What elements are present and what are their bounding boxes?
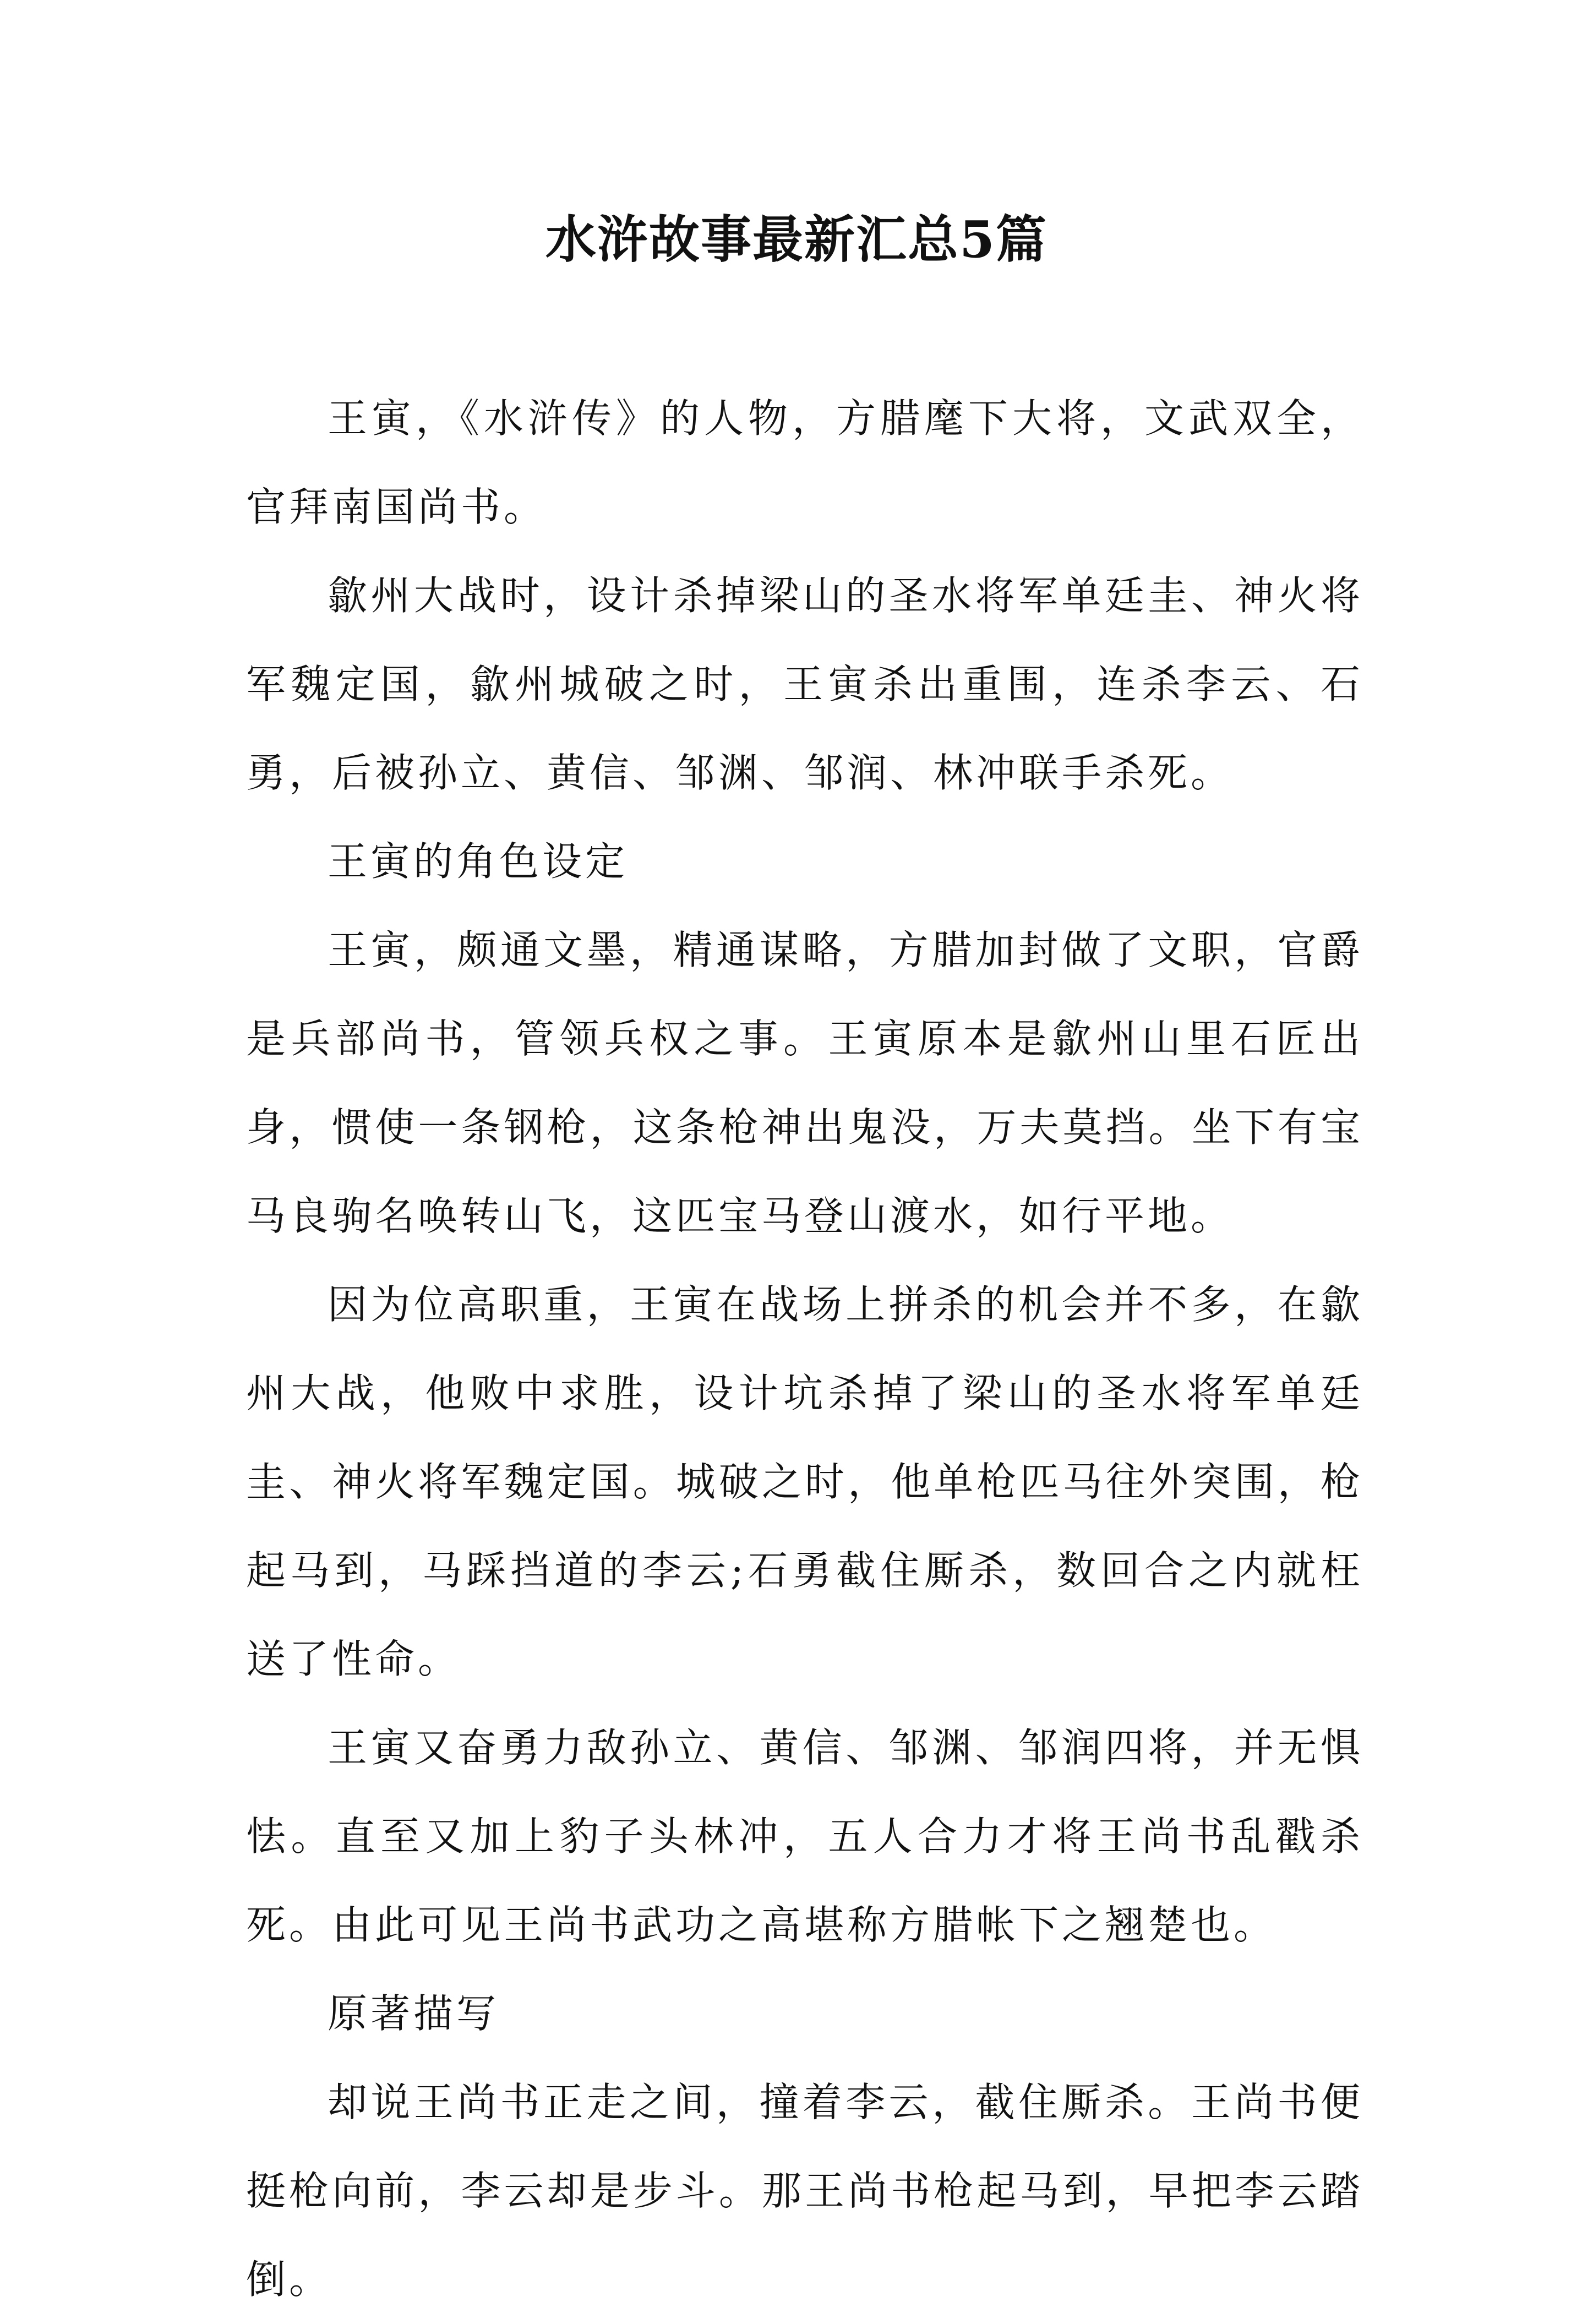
paragraph-role: 王寅，颇通文墨，精通谋略，方腊加封做了文职，官爵是兵部尚书，管领兵权之事。王寅原本是歙州山里石匠出身，惯使一条钢枪，这条枪神出鬼没，万夫莫挡。坐下有宝马良驹名唤转山飞，这匹宝马登山渡水，如行平地。 <box>246 927 1363 1239</box>
paragraph-intro: 王寅，《水浒传》的人物，方腊麾下大将，文武双全，官拜南国尚书。 <box>246 395 1363 530</box>
document-body <box>246 374 1363 2324</box>
paragraph-battle: 歙州大战时，设计杀掉梁山的圣水将军单廷圭、神火将军魏定国，歙州城破之时，王寅杀出重围，连杀李云、石勇，后被孙立、黄信、邹渊、邹润、林冲联手杀死。 <box>246 572 1363 796</box>
section-heading-role: 王寅的角色设定 <box>328 838 629 885</box>
paragraph-rank: 因为位高职重，王寅在战场上拼杀的机会并不多，在歙州大战，他败中求胜，设计坑杀掉了梁山的圣水将军单廷圭、神火将军魏定国。城破之时，他单枪匹马往外突围，枪起马到，马踩挡道的李云;石勇截住厮杀，数回合之内就枉送了性命。 <box>246 1281 1363 1682</box>
paragraph-last-stand: 王寅又奋勇力敌孙立、黄信、邹渊、邹润四将，并无惧怯。直至又加上豹子头林冲，五人合力才将王尚书乱戳杀死。由此可见王尚书武功之高堪称方腊帐下之翘楚也。 <box>246 1725 1363 1948</box>
paragraph-original: 却说王尚书正走之间，撞着李云，截住厮杀。王尚书便挺枪向前，李云却是步斗。那王尚书枪起马到，早把李云踏倒。 <box>246 2079 1363 2303</box>
section-heading-original: 原著描写 <box>328 1990 500 2037</box>
document-title: 水浒故事最新汇总5篇 <box>545 210 1048 269</box>
